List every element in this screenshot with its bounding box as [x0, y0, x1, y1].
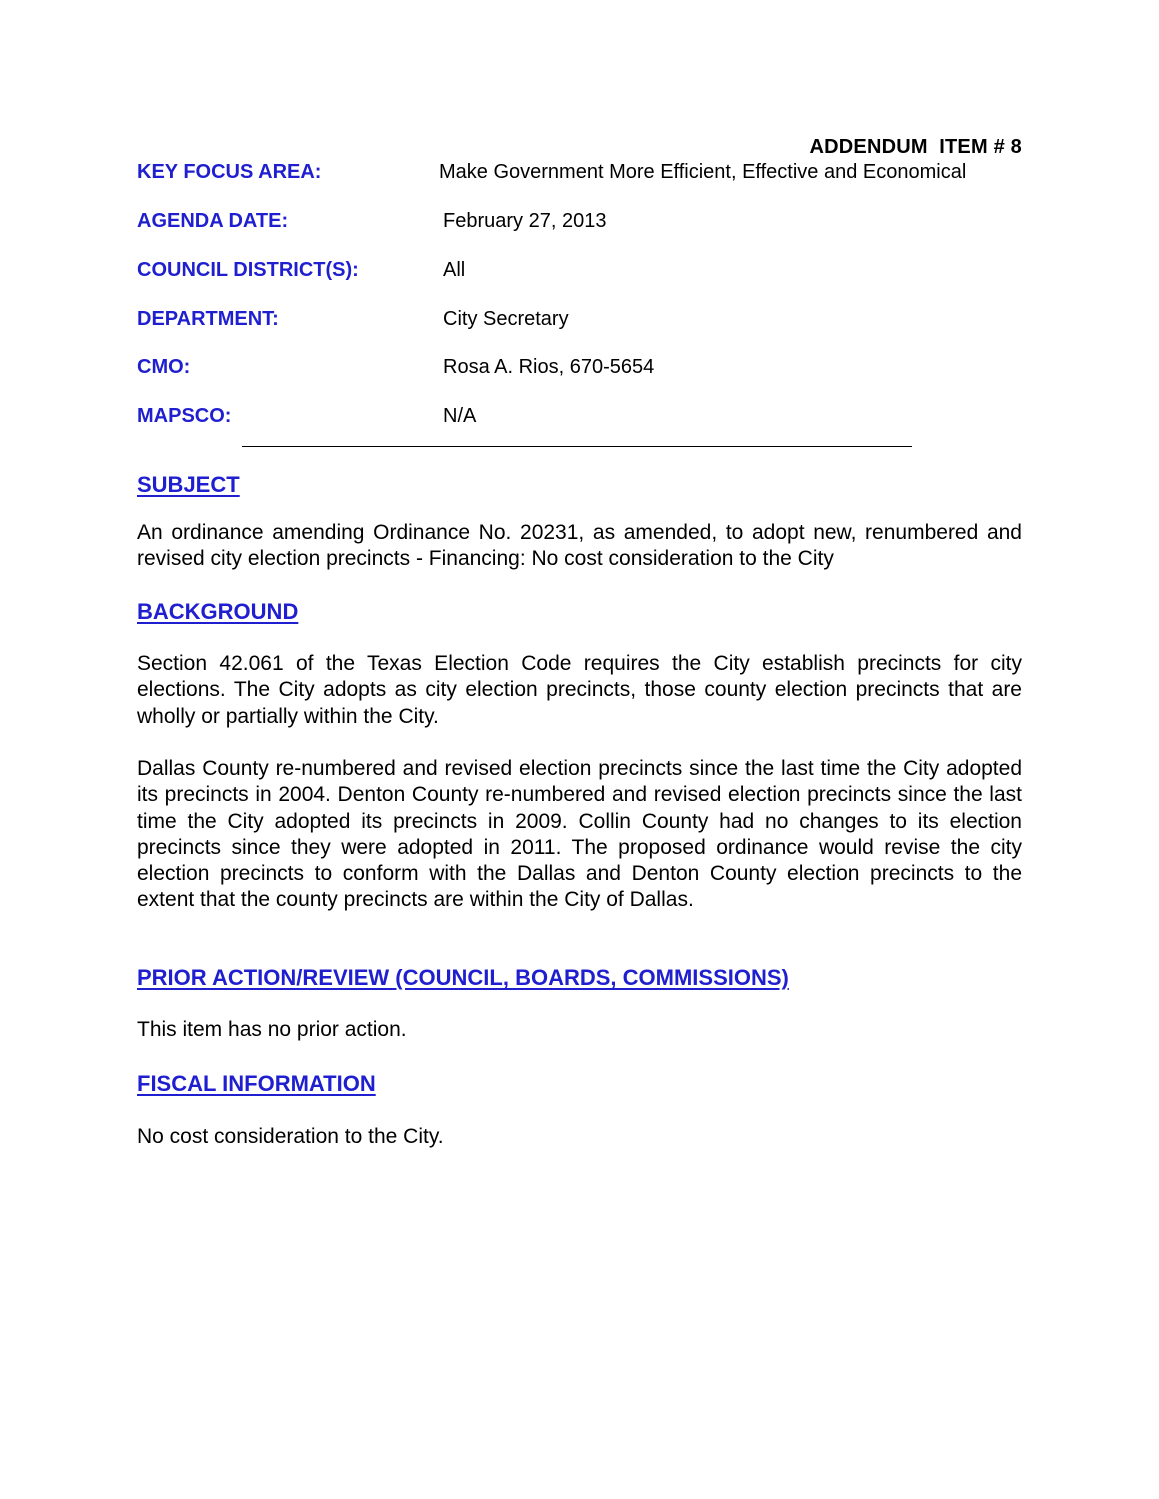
fiscal-information-heading: FISCAL INFORMATION [137, 1071, 376, 1096]
subject-text: An ordinance amending Ordinance No. 20231, as amended, to adopt new, renumbered and revised city election precincts - Financing: No cost consideration to the City [137, 521, 1022, 571]
meta-value: All [443, 259, 466, 281]
fiscal-information-text: No cost consideration to the City. [137, 1125, 444, 1148]
background-paragraph-1: Section 42.061 of the Texas Election Code requires the City establish precincts for city elections. The City adopts as city election precincts, those county election precincts that are wholly or partially within the City. [137, 652, 1022, 728]
meta-value: Make Government More Efficient, Effective and Economical [439, 161, 967, 183]
addendum-item-number: ADDENDUM ITEM # 8 [809, 136, 1022, 158]
meta-value: N/A [443, 405, 477, 427]
meta-value: Rosa A. Rios, 670-5654 [443, 356, 655, 378]
meta-value: February 27, 2013 [443, 210, 607, 232]
meta-row-council-districts [137, 259, 1027, 285]
meta-label: MAPSCO: [137, 405, 232, 427]
meta-label: KEY FOCUS AREA: [137, 161, 322, 183]
meta-label: DEPARTMENT: [137, 308, 279, 330]
meta-row-agenda-date [137, 210, 1027, 236]
meta-value: City Secretary [443, 308, 569, 330]
meta-label: AGENDA DATE: [137, 210, 289, 232]
prior-action-text: This item has no prior action. [137, 1018, 407, 1041]
background-paragraph-2: Dallas County re-numbered and revised election precincts since the last time the City adopted its precincts in 2004. Denton County re-numbered and revised election precincts since the last time the City adopted its precincts in 2009. Collin County had no changes to its election precincts since they were adopted in 2011. The proposed ordinance would revise the city election precincts to conform with the Dallas and Denton County election precincts to the extent that the county precincts are within the City of Dallas. [137, 757, 1022, 912]
meta-label: CMO: [137, 356, 191, 378]
prior-action-heading: PRIOR ACTION/REVIEW (COUNCIL, BOARDS, COMMISSIONS) [137, 965, 789, 990]
subject-heading: SUBJECT [137, 472, 240, 497]
separator-rule [242, 446, 912, 447]
meta-row-mapsco [137, 405, 1027, 431]
background-heading: BACKGROUND [137, 599, 299, 624]
meta-row-key-focus-area [137, 161, 1027, 187]
meta-label: COUNCIL DISTRICT(S): [137, 259, 359, 281]
meta-row-department [137, 308, 1027, 334]
meta-row-cmo [137, 356, 1027, 382]
